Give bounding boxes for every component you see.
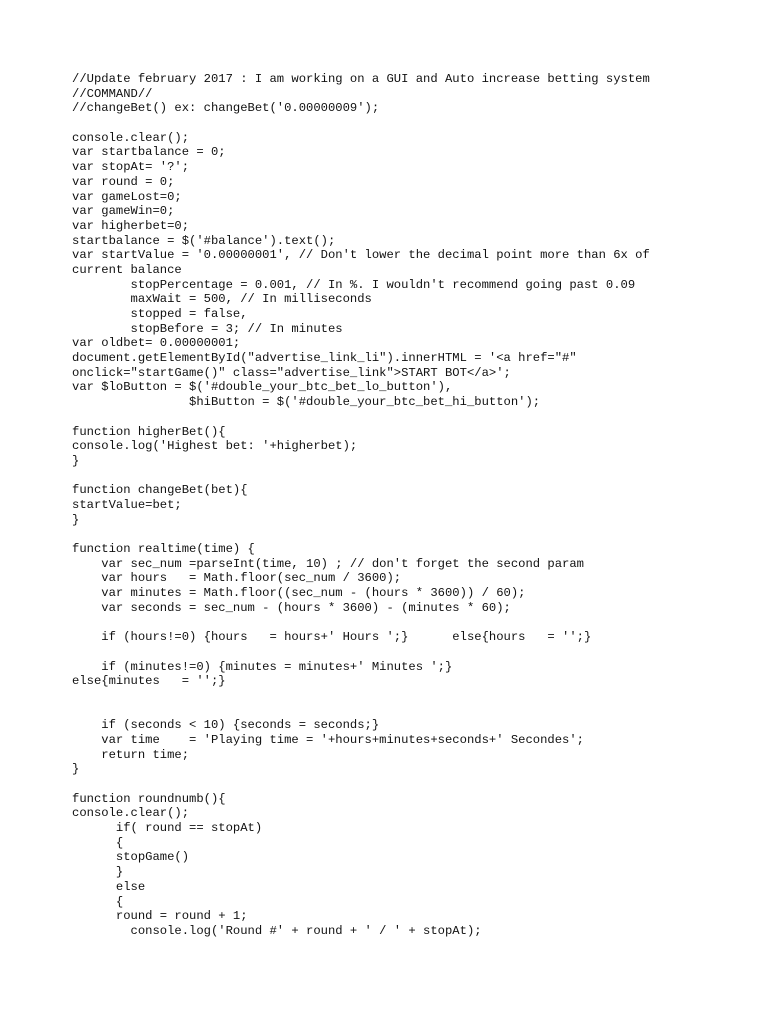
code-line (72, 116, 752, 131)
code-line: function realtime(time) { (72, 542, 255, 556)
code-line (72, 469, 752, 484)
code-line (72, 645, 752, 660)
code-line: else{minutes = '';} (72, 674, 226, 689)
code-line: var seconds = sec_num - (hours * 3600) - (minutes * 60); (72, 600, 511, 615)
code-line: { (72, 835, 124, 850)
code-listing (72, 72, 752, 939)
code-line: { (72, 894, 124, 909)
code-line: } (72, 762, 80, 777)
code-line (72, 615, 752, 630)
code-line: console.clear(); (72, 806, 190, 821)
code-line (72, 777, 752, 792)
code-line: var stopAt= '?'; (72, 160, 190, 175)
code-line (72, 410, 752, 425)
code-line: current balance (72, 262, 182, 277)
code-line: if( round == stopAt) (72, 821, 263, 836)
code-line: console.clear(); (72, 130, 190, 145)
code-line: var $loButton = $('#double_your_btc_bet_lo_button'), (72, 380, 453, 395)
code-line: var hours = Math.floor(sec_num / 3600); (72, 571, 402, 586)
code-line: var minutes = Math.floor((sec_num - (hours * 3600)) / 60); (72, 586, 526, 601)
code-line: stopped = false, (72, 307, 248, 321)
code-line: $hiButton = $('#double_your_btc_bet_hi_button'); (72, 395, 541, 410)
code-line: function higherBet(){ (72, 424, 226, 439)
code-line: else (72, 879, 146, 894)
code-line: function roundnumb(){ (72, 791, 226, 806)
code-line: var sec_num =parseInt(time, 10) ; // don't forget the second param (72, 556, 584, 571)
code-line: function changeBet(bet){ (72, 483, 248, 498)
code-line: var higherbet=0; (72, 218, 190, 233)
code-line: round = round + 1; (72, 909, 248, 924)
code-line: } (72, 453, 80, 468)
code-line: } (72, 512, 80, 527)
code-line: if (seconds < 10) {seconds = seconds;} (72, 718, 380, 733)
code-line: stopPercentage = 0.001, // In %. I wouldn't recommend going past 0.09 (72, 277, 636, 292)
code-line: maxWait = 500, // In milliseconds (72, 292, 372, 307)
code-line: onclick="startGame()" class="advertise_link">START BOT</a>'; (72, 365, 511, 380)
code-line: if (minutes!=0) {minutes = minutes+' Minutes ';} (72, 659, 453, 674)
code-line (72, 704, 752, 719)
code-line: //Update february 2017 : I am working on a GUI and Auto increase betting system (72, 72, 650, 86)
code-line: stopBefore = 3; // In minutes (72, 321, 343, 336)
code-line: console.log('Round #' + round + ' / ' + stopAt); (72, 923, 482, 938)
code-line: var gameLost=0; (72, 189, 182, 204)
code-line: console.log('Highest bet: '+higherbet); (72, 439, 358, 454)
code-line: startValue=bet; (72, 497, 182, 512)
code-line: var gameWin=0; (72, 204, 175, 219)
code-line: var round = 0; (72, 174, 175, 189)
code-line: startbalance = $('#balance').text(); (72, 233, 336, 248)
code-line: document.getElementById("advertise_link_li").innerHTML = '<a href="#" (72, 351, 577, 366)
code-line: if (hours!=0) {hours = hours+' Hours ';} else{hours = '';} (72, 630, 592, 645)
code-line: var oldbet= 0.00000001; (72, 336, 241, 351)
code-line: } (72, 865, 124, 880)
code-line: stopGame() (72, 850, 190, 865)
code-line: var time = 'Playing time = '+hours+minutes+seconds+' Secondes'; (72, 732, 584, 747)
code-line (72, 689, 752, 704)
code-line: //COMMAND// (72, 86, 153, 101)
code-line: var startValue = '0.00000001', // Don't lower the decimal point more than 6x of (72, 248, 650, 263)
code-line: var startbalance = 0; (72, 145, 226, 160)
code-line (72, 527, 752, 542)
code-line: //changeBet() ex: changeBet('0.00000009'); (72, 101, 380, 116)
code-line: return time; (72, 747, 190, 762)
